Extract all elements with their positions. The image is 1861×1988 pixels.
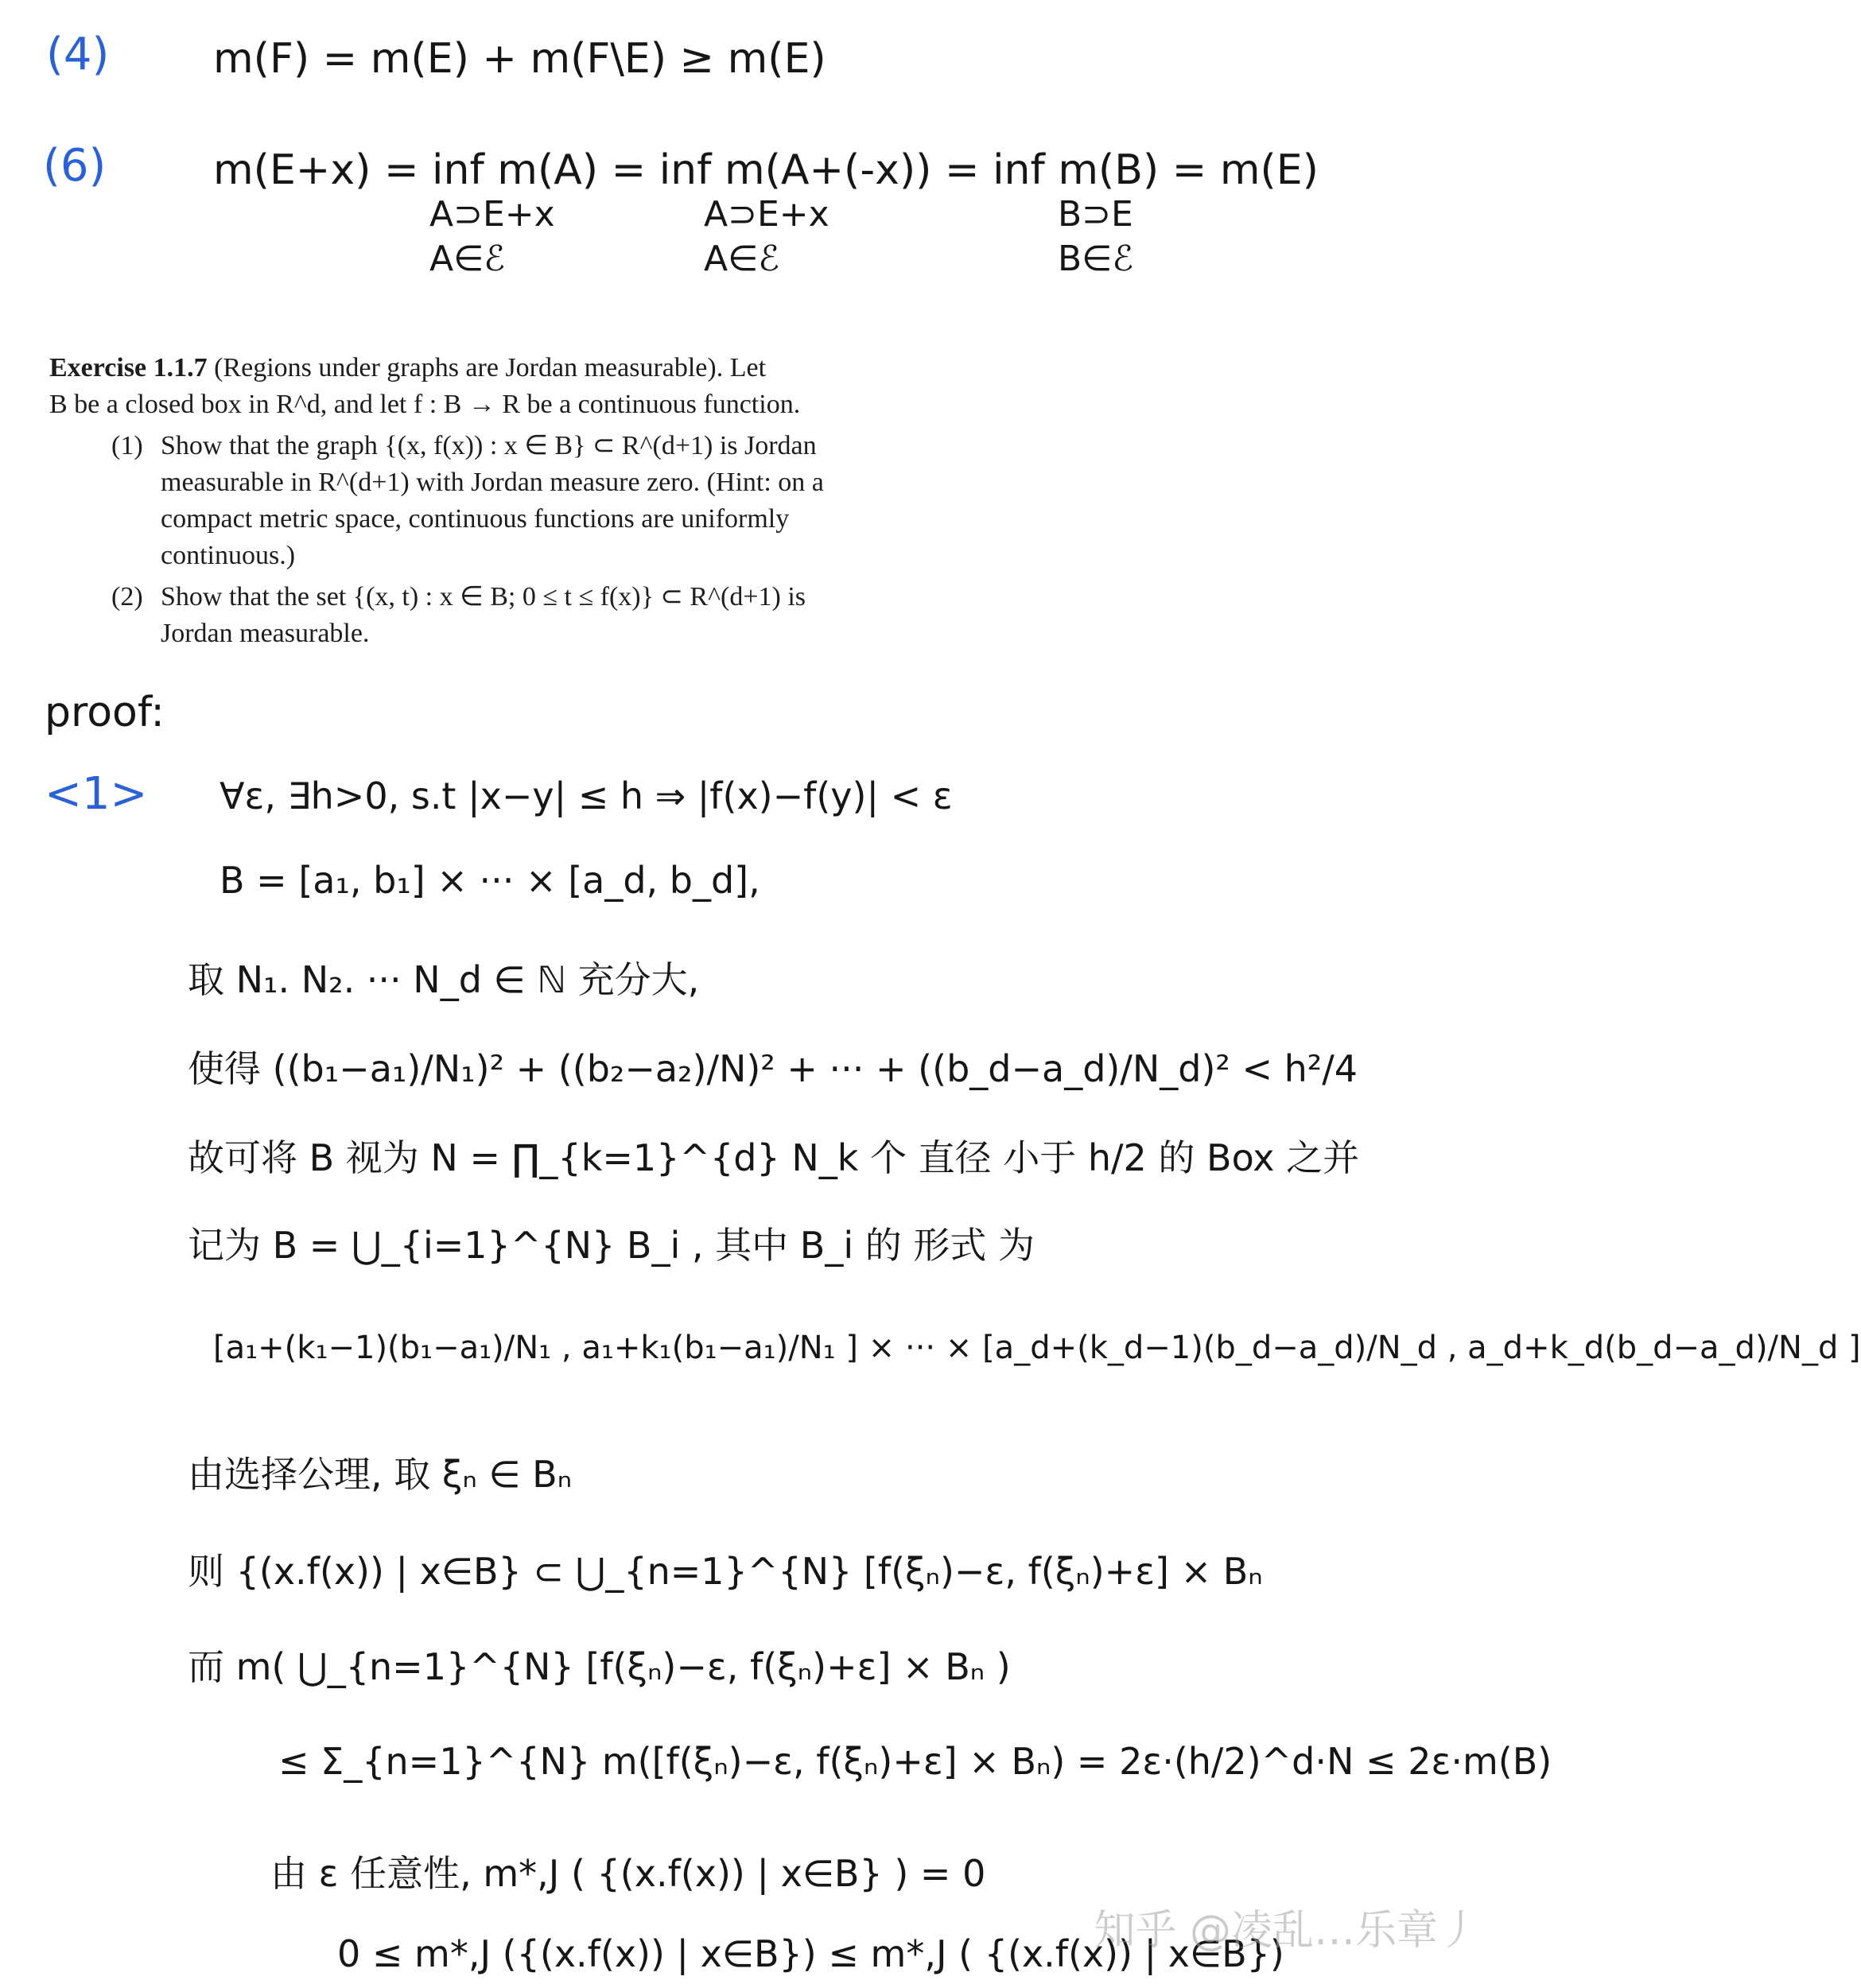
part-6-sub2b: A∈ℰ xyxy=(704,239,780,279)
exercise-heading-rest: (Regions under graphs are Jordan measurable). Let xyxy=(214,353,767,382)
part-4-equation: m(F) = m(E) + m(F\E) ≥ m(E) xyxy=(213,35,826,83)
watermark: 知乎 @凌乱…乐章丿 xyxy=(1094,1907,1479,1955)
exercise-heading: Exercise 1.1.7 xyxy=(49,353,208,382)
proof-line-13: 0 ≤ m*,J ({(x.f(x)) | x∈B}) ≤ m*,J ( {(x.f(x)) | x∈B}) xyxy=(337,1932,1284,1975)
proof-line-3: 取 N₁. N₂. ··· N_d ∈ ℕ 充分大, xyxy=(188,958,700,1001)
part-6-sub2: A⊃E+x xyxy=(704,194,829,235)
exercise-item-2 xyxy=(49,579,876,652)
part-6-sub3: B⊃E xyxy=(1058,194,1133,235)
proof-line-9: 则 {(x.f(x)) | x∈B} ⊂ ⋃_{n=1}^{N} [f(ξₙ)−ε, f(ξₙ)+ε] × Bₙ xyxy=(188,1550,1263,1593)
proof-line-8: 由选择公理, 取 ξₙ ∈ Bₙ xyxy=(188,1453,573,1496)
proof-line-1: ∀ε, ∃h>0, s.t |x−y| ≤ h ⇒ |f(x)−f(y)| < ε xyxy=(220,775,953,817)
exercise-block xyxy=(49,350,876,652)
part-6-sub1b: A∈ℰ xyxy=(429,239,506,279)
exercise-heading-line xyxy=(49,350,876,386)
item-2-number: (2) xyxy=(111,582,143,612)
proof-part-label: <1> xyxy=(45,768,148,820)
proof-title: proof: xyxy=(45,689,165,736)
proof-line-10: 而 m( ⋃_{n=1}^{N} [f(ξₙ)−ε, f(ξₙ)+ε] × Bₙ ) xyxy=(188,1645,1011,1688)
part-6-sub1: A⊃E+x xyxy=(429,194,555,235)
part-6-equation: m(E+x) = inf m(A) = inf m(A+(-x)) = inf m(B) = m(E) xyxy=(213,146,1319,194)
proof-line-5: 故可将 B 视为 N = ∏_{k=1}^{d} N_k 个 直径 小于 h/2 的 Box 之并 xyxy=(188,1136,1360,1179)
proof-line-6: 记为 B = ⋃_{i=1}^{N} B_i , 其中 B_i 的 形式 为 xyxy=(188,1224,1035,1267)
item-1-text: Show that the graph {(x, f(x)) : x ∈ B} ⊂ R^(d+1) is Jordan measurable in R^(d+1) with Jordan measure zero. (Hint: on a compact metric space, continuous functions are uniformly continuous.) xyxy=(161,431,824,570)
part-6-label: (6) xyxy=(43,140,107,192)
item-1-number: (1) xyxy=(111,431,143,460)
item-2-text: Show that the set {(x, t) : x ∈ B; 0 ≤ t ≤ f(x)} ⊂ R^(d+1) is Jordan measurable. xyxy=(161,582,806,648)
part-6-sub3b: B∈ℰ xyxy=(1058,239,1134,279)
proof-line-11: ≤ Σ_{n=1}^{N} m([f(ξₙ)−ε, f(ξₙ)+ε] × Bₙ) = 2ε·(h/2)^d·N ≤ 2ε·m(B) xyxy=(278,1740,1552,1783)
proof-line-4: 使得 ((b₁−a₁)/N₁)² + ((b₂−a₂)/N)² + ··· + ((b_d−a_d)/N_d)² < h²/4 xyxy=(188,1047,1358,1090)
proof-line-12: 由 ε 任意性, m*,J ( {(x.f(x)) | x∈B} ) = 0 xyxy=(270,1852,986,1895)
proof-line-2: B = [a₁, b₁] × ··· × [a_d, b_d], xyxy=(220,859,760,902)
proof-line-7: [a₁+(k₁−1)(b₁−a₁)/N₁ , a₁+k₁(b₁−a₁)/N₁ ] × ··· × [a_d+(k_d−1)(b_d−a_d)/N_d , a_d+k_d(b_d−a_d)/N_d ] xyxy=(213,1330,1861,1366)
part-4-label: (4) xyxy=(46,29,110,80)
exercise-item-1 xyxy=(49,428,876,574)
exercise-line-2: B be a closed box in R^d, and let f : B → R be a continuous function. xyxy=(49,390,801,419)
